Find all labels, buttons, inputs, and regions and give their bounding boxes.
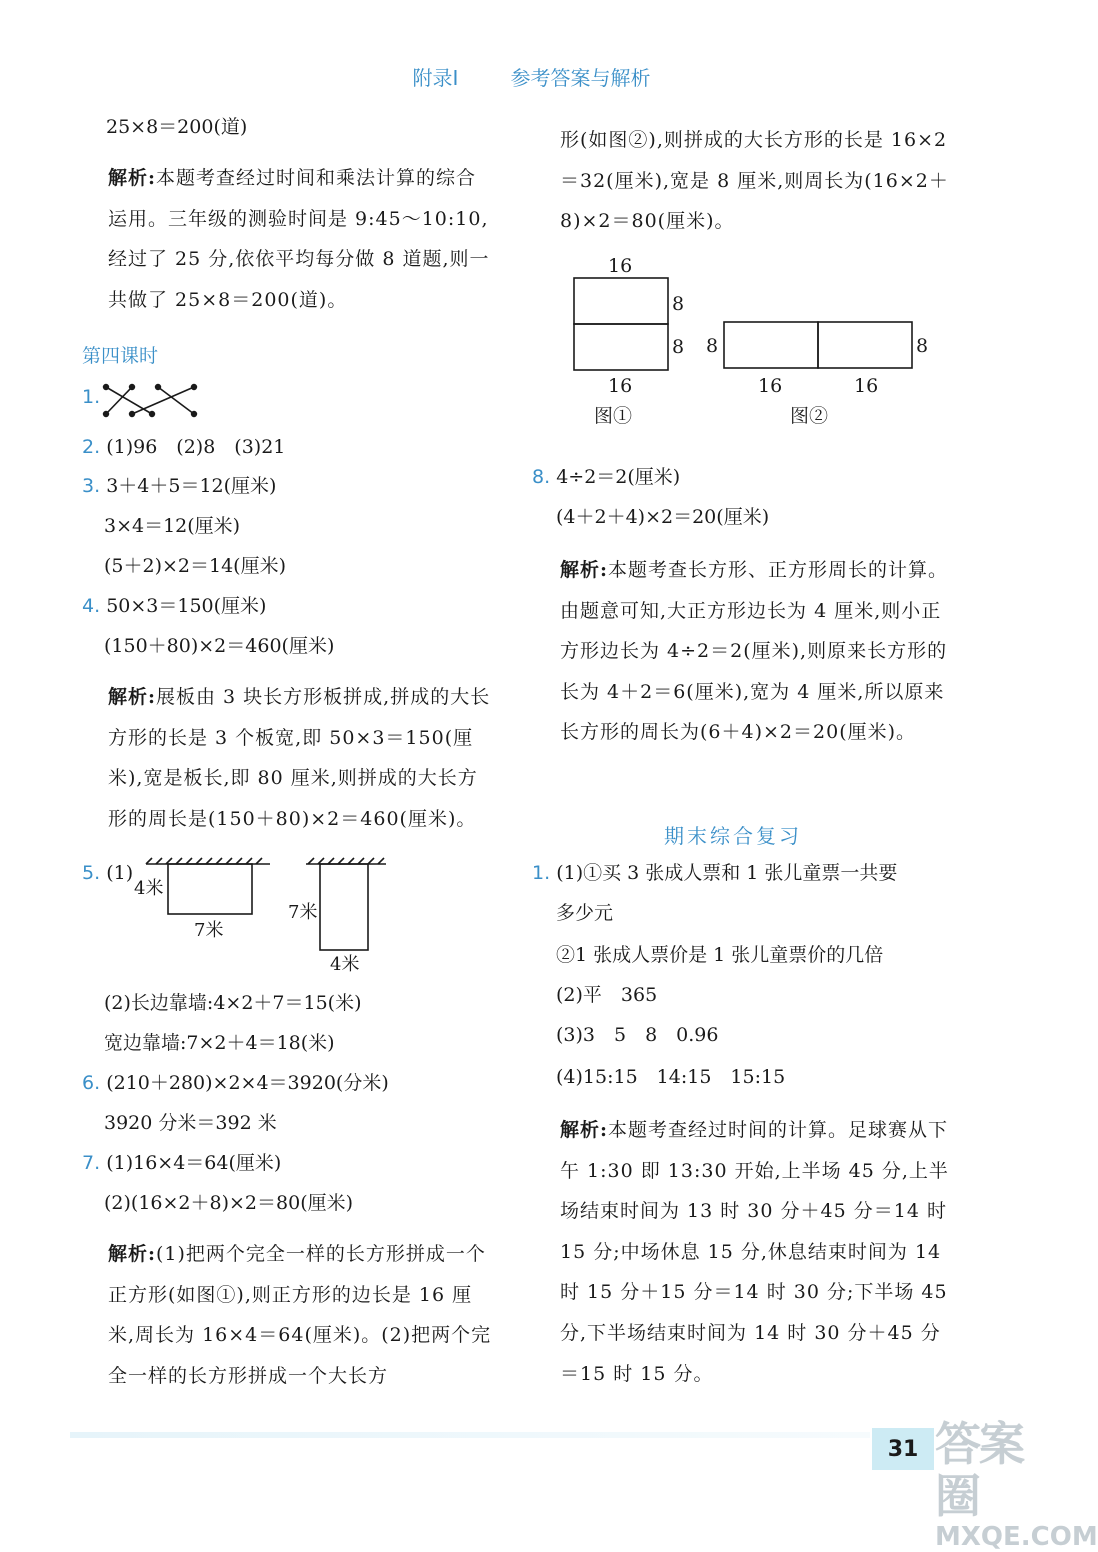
analysis-block-8: [560, 550, 952, 753]
analysis-text: 本题考查长方形、正方形周长的计算。由题意可知,大正方形边长为 4 厘米,则小正方形边长为 4÷2＝2(厘米),则原来长方形的长为 4＋2＝6(厘米),宽为 4 厘米,所以原来长方形的周长为(6＋4)×2＝20(厘米)。: [560, 559, 949, 744]
q6-line-2: 3920 分米＝392 米: [104, 1112, 277, 1134]
analysis-text: 本题考查经过时间的计算。足球赛从下午 1:30 即 13:30 开始,上半场 45 分,上半场结束时间为 13 时 30 分＋45 分＝14 时 15 分;中场休息 15 分,休息结束时间为 14 时 15 分＋15 分＝14 时 30 分;下半场 45 分,下半场结束时间为 14 时 30 分＋45 分＝15 时 15 分。: [560, 1119, 949, 1385]
q8-line-2: (4＋2＋4)×2＝20(厘米): [556, 506, 770, 528]
q7-line-1: 7. (1)16×4＝64(厘米): [82, 1152, 282, 1174]
page-header: [0, 62, 1063, 91]
page-number: 31: [872, 1428, 934, 1470]
header-title: 参考答案与解析: [510, 66, 651, 90]
q8-line-1: 8. 4÷2＝2(厘米): [532, 466, 681, 488]
r1-line-2: ②1 张成人票价是 1 张儿童票价的几倍: [556, 944, 884, 966]
q3-line-2: 3×4＝12(厘米): [104, 515, 241, 537]
analysis-block-7-continued: [560, 120, 952, 242]
footer-rule: [70, 1432, 870, 1438]
watermark-line-1: 答案圈: [935, 1417, 1023, 1523]
r1-line-3: (2)平 365: [556, 984, 658, 1006]
analysis-block-1: [108, 158, 496, 320]
watermark-logo: [935, 1417, 1098, 1552]
q5-line-1: 5. (1): [82, 862, 134, 884]
analysis-label: 解析:: [108, 686, 157, 708]
fence-b-bottom-label: 4米: [330, 954, 360, 975]
analysis-label: 解析:: [108, 1243, 157, 1265]
q6-line-1: 6. (210＋280)×2×4＝3920(分米): [82, 1072, 389, 1094]
section-title-lesson-4: 第四课时: [82, 345, 159, 367]
r1-line-1: 1. (1)①买 3 张成人票和 1 张儿童票一共要: [532, 862, 898, 884]
fig1-bottom-label: 16: [608, 375, 633, 397]
r1-line-5: (4)15:15 14:15 15:15: [556, 1066, 786, 1088]
analysis-text: 本题考查经过时间和乘法计算的综合运用。三年级的测验时间是 9:45～10:10,经过了 25 分,依依平均每分做 8 道题,则一共做了 25×8＝200(道)。: [108, 167, 490, 311]
matching-lines-figure: [98, 380, 208, 422]
fence-b-side-label: 7米: [288, 902, 318, 923]
analysis-block-7: [108, 1234, 496, 1396]
q5-line-3: 宽边靠墙:7×2＋4＝18(米): [104, 1032, 335, 1054]
analysis-label: 解析:: [560, 1119, 609, 1141]
q5-line-2: (2)长边靠墙:4×2＋7＝15(米): [104, 992, 362, 1014]
analysis-text: (1)把两个完全一样的长方形拼成一个正方形(如图①),则正方形的边长是 16 厘米,周长为 16×4＝64(厘米)。(2)把两个完全一样的长方形拼成一个大长方: [108, 1243, 492, 1387]
fence-a-bottom-label: 7米: [194, 920, 224, 941]
q3-line-1: 3. 3＋4＋5＝12(厘米): [82, 475, 277, 497]
fig1-right-label-2: 8: [672, 336, 685, 358]
q4-line-1: 4. 50×3＝150(厘米): [82, 595, 267, 617]
analysis-label: 解析:: [560, 559, 609, 581]
analysis-label: 解析:: [108, 167, 157, 189]
analysis-text: 展板由 3 块长方形板拼成,拼成的大长方形的长是 3 个板宽,即 50×3＝150(厘米),宽是板长,即 80 厘米,则拼成的大长方形的周长是(150＋80)×2＝460(厘米)。: [108, 686, 491, 830]
analysis-block-review: [560, 1110, 952, 1394]
q4-line-2: (150＋80)×2＝460(厘米): [104, 635, 335, 657]
r1-line-4: (3)3 5 8 0.96: [556, 1024, 719, 1046]
fig2-left-label: 8: [706, 335, 719, 357]
fig2-caption: 图②: [790, 405, 829, 427]
fig2-bottom-label-2: 16: [854, 375, 879, 397]
fig1-top-label: 16: [608, 255, 633, 277]
q1-number: 1.: [82, 386, 101, 408]
fig2-bottom-label-1: 16: [758, 375, 783, 397]
q3-line-3: (5＋2)×2＝14(厘米): [104, 555, 287, 577]
fig2-right-label: 8: [916, 335, 929, 357]
q7-line-2: (2)(16×2＋8)×2＝80(厘米): [104, 1192, 354, 1214]
fence-a-side-label: 4米: [134, 878, 164, 899]
section-title-final-review: 期末综合复习: [664, 824, 802, 848]
fig1-right-label-1: 8: [672, 293, 685, 315]
r1-line-1-cont: 多少元: [556, 902, 614, 924]
fence-figure: [130, 854, 400, 978]
rectangle-figures: [570, 250, 950, 430]
analysis-text: 形(如图②),则拼成的大长方形的长是 16×2＝32(厘米),宽是 8 厘米,则周长为(16×2＋8)×2＝80(厘米)。: [560, 129, 949, 233]
left-line-0: 25×8＝200(道): [106, 116, 248, 138]
header-appendix: 附录Ⅰ: [412, 66, 459, 90]
fig1-caption: 图①: [594, 405, 633, 427]
q2: 2. (1)96 (2)8 (3)21: [82, 436, 286, 458]
watermark-line-2: MXQE.COM: [935, 1522, 1098, 1552]
analysis-block-4: [108, 677, 496, 839]
